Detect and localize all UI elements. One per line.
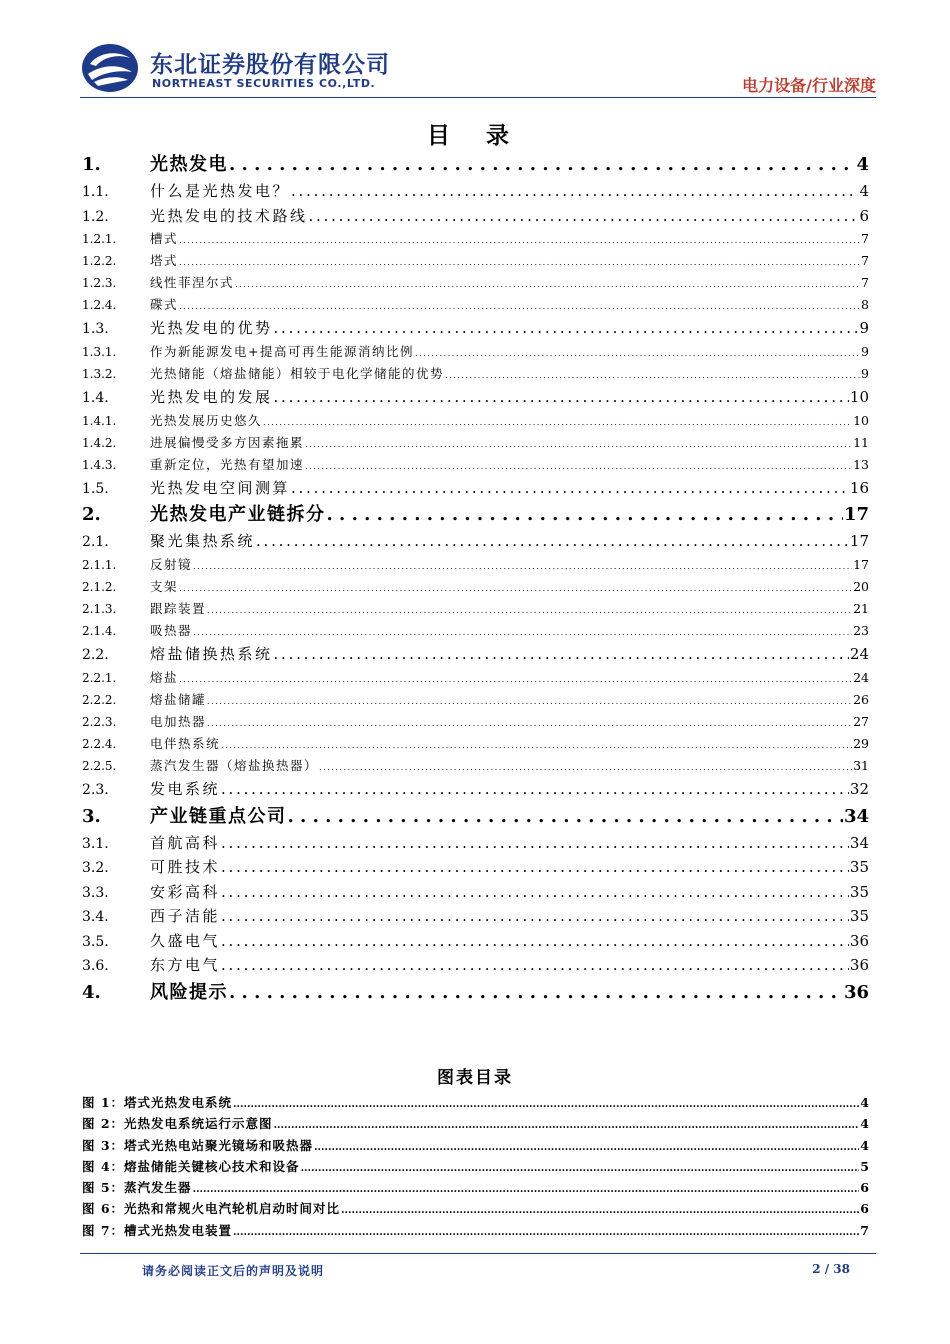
toc-leader-dots	[291, 476, 849, 501]
toc-entry-title: 光热发电空间测算	[150, 478, 291, 497]
toc-leader-dots	[256, 529, 849, 554]
northeast-securities-logo-icon	[80, 42, 140, 94]
toc-leader-dots	[221, 777, 849, 802]
figure-entry-label: 图 6：光热和常规火电汽轮机启动时间对比	[82, 1201, 341, 1217]
toc-entry-title: 光热发展历史悠久	[150, 412, 263, 428]
toc-leader-dots	[319, 755, 852, 777]
toc-entry-page: 16	[849, 478, 869, 497]
toc-entry-page: 17	[843, 504, 869, 526]
toc-entry-title: 熔盐	[150, 669, 179, 685]
toc-leader-dots	[305, 454, 852, 476]
toc-entry[interactable]	[82, 150, 869, 179]
toc-entry-page: 17	[853, 556, 869, 572]
toc-entry-number: 1.	[82, 154, 101, 175]
toc-leader-dots	[193, 554, 852, 576]
toc-entry[interactable]	[82, 454, 869, 476]
toc-entry-title: 光热发电的优势	[150, 319, 273, 338]
toc-entry-title: 东方电气	[150, 956, 221, 975]
figure-entry[interactable]	[82, 1156, 869, 1177]
toc-entry-title: 塔式	[150, 253, 179, 269]
toc-leader-dots	[207, 598, 852, 620]
toc-entry-page: 36	[849, 956, 869, 975]
toc-leader-dots	[221, 904, 849, 929]
toc-entry-page: 9	[859, 319, 869, 338]
toc-entry-number: 1.2.2.	[82, 254, 117, 269]
toc-entry-title: 重新定位，光热有望加速	[150, 456, 305, 472]
toc-entry-page: 32	[849, 780, 869, 799]
toc-entry[interactable]	[82, 855, 869, 880]
toc-entry-number: 1.2.3.	[82, 276, 117, 291]
figure-entry-page: 7	[860, 1222, 869, 1238]
toc-leader-dots	[229, 150, 855, 179]
toc-entry[interactable]	[82, 316, 869, 341]
header-divider	[80, 97, 876, 98]
figure-entry-label: 图 4：熔盐储能关键核心技术和设备	[82, 1158, 300, 1174]
toc-entry-page: 20	[853, 578, 869, 594]
toc-entry-number: 2.	[82, 504, 101, 526]
toc-entry-title: 槽式	[150, 231, 179, 246]
toc-entry-title: 发电系统	[150, 780, 221, 799]
toc-leader-dots	[445, 363, 860, 385]
toc-entry[interactable]	[82, 500, 869, 529]
figure-leader-dots	[193, 1177, 860, 1198]
toc-entry[interactable]	[82, 667, 869, 689]
toc-entry-number: 2.3.	[82, 782, 109, 799]
toc-entry-title: 什么是光热发电？	[150, 182, 291, 200]
figure-entry-page: 6	[860, 1201, 869, 1217]
toc-entry[interactable]	[82, 904, 869, 929]
toc-leader-dots	[291, 179, 858, 204]
toc-entry-title: 产业链重点公司	[150, 805, 287, 827]
figure-leader-dots	[274, 1113, 860, 1134]
toc-entry-number: 2.2.	[82, 647, 109, 664]
toc-entry[interactable]	[82, 294, 869, 316]
toc-entry-number: 1.1.	[82, 184, 109, 200]
toc-entry-number: 2.1.1.	[82, 557, 117, 572]
toc-entry-page: 17	[849, 532, 869, 551]
toc-entry-number: 4.	[82, 981, 101, 1003]
toc-entry[interactable]	[82, 755, 869, 777]
toc-entry-number: 3.1.	[82, 835, 109, 852]
toc-entry[interactable]	[82, 476, 869, 501]
toc-leader-dots	[207, 711, 852, 733]
toc-entry-page: 7	[861, 275, 869, 291]
toc-entry[interactable]	[82, 711, 869, 733]
toc-entry-number: 1.3.1.	[82, 344, 117, 359]
toc-leader-dots	[415, 341, 860, 363]
toc-entry-number: 1.3.	[82, 321, 109, 338]
toc-entry-number: 2.1.3.	[82, 602, 117, 617]
toc-entry[interactable]	[82, 978, 869, 1007]
toc-entry-number: 1.4.3.	[82, 457, 117, 472]
toc-entry-page: 29	[853, 736, 869, 751]
toc-entry-page: 27	[853, 713, 869, 729]
figure-entry-page: 4	[860, 1137, 869, 1153]
toc-entry[interactable]	[82, 363, 869, 385]
figure-entry[interactable]	[82, 1220, 869, 1241]
toc-entry-number: 2.1.2.	[82, 579, 117, 594]
toc-entry[interactable]	[82, 529, 869, 554]
toc-entry-title: 首航高科	[150, 833, 221, 852]
toc-entry[interactable]	[82, 733, 869, 755]
toc-entry-page: 35	[849, 882, 869, 901]
toc-leader-dots	[179, 250, 860, 272]
figure-leader-dots	[341, 1198, 859, 1219]
toc-entry[interactable]	[82, 620, 869, 642]
figure-entry-page: 4	[860, 1095, 869, 1110]
toc-entry[interactable]	[82, 204, 869, 229]
toc-entry-title: 吸热器	[150, 623, 193, 639]
toc-leader-dots	[221, 880, 849, 905]
toc-entry[interactable]	[82, 642, 869, 667]
toc-entry-page: 9	[861, 343, 869, 359]
toc-entry-title: 久盛电气	[150, 931, 221, 950]
toc-entry-title: 跟踪装置	[150, 601, 207, 617]
toc-entry-number: 3.5.	[82, 933, 109, 950]
toc-entry-number: 1.2.	[82, 208, 109, 225]
toc-entry[interactable]	[82, 598, 869, 620]
toc-entry-page: 10	[853, 412, 869, 428]
figure-entry-page: 5	[860, 1158, 869, 1174]
toc-entry-number: 1.4.2.	[82, 435, 117, 450]
toc-entry-page: 36	[849, 931, 869, 950]
toc-entry[interactable]	[82, 385, 869, 410]
toc-entry-title: 光热发电的技术路线	[150, 206, 308, 225]
toc-entry[interactable]	[82, 228, 869, 250]
toc-entry[interactable]	[82, 880, 869, 905]
toc-entry-number: 2.2.4.	[82, 737, 117, 751]
toc-leader-dots	[207, 689, 852, 711]
figure-entry[interactable]	[82, 1135, 869, 1156]
figure-leader-dots	[233, 1092, 859, 1113]
figure-entry-label: 图 2：光热发电系统运行示意图	[82, 1116, 273, 1132]
toc-entry-number: 1.2.4.	[82, 298, 117, 313]
toc-leader-dots	[221, 733, 852, 755]
toc-entry-number: 3.2.	[82, 860, 109, 877]
figure-entry-page: 6	[860, 1180, 869, 1196]
toc-entry-title: 作为新能源发电+提高可再生能源消纳比例	[150, 343, 414, 359]
toc-entry-title: 安彩高科	[150, 882, 221, 901]
figure-entry[interactable]	[82, 1177, 869, 1198]
toc-entry-number: 1.4.1.	[82, 413, 117, 428]
table-of-contents	[82, 150, 869, 1007]
toc-leader-dots	[274, 642, 849, 667]
company-name-cn: 东北证券股份有限公司	[150, 52, 390, 78]
toc-entry-number: 2.2.5.	[82, 759, 117, 774]
toc-leader-dots	[179, 667, 852, 689]
toc-entry[interactable]	[82, 179, 869, 204]
toc-entry[interactable]	[82, 341, 869, 363]
toc-entry-title: 光热储能（熔盐储能）相较于电化学储能的优势	[150, 365, 445, 381]
toc-entry-number: 1.5.	[82, 480, 109, 497]
toc-entry-title: 光热发电	[150, 154, 228, 175]
toc-entry[interactable]	[82, 929, 869, 954]
toc-entry-title: 进展偏慢受多方因素拖累	[150, 434, 305, 450]
toc-leader-dots	[305, 432, 852, 454]
toc-entry-title: 风险提示	[150, 981, 228, 1003]
toc-entry-page: 10	[849, 388, 869, 407]
toc-entry[interactable]	[82, 689, 869, 711]
toc-entry-title: 碟式	[150, 297, 179, 313]
toc-title: 目 录	[426, 123, 523, 149]
toc-entry-title: 光热发电产业链拆分	[150, 504, 326, 526]
figure-entry[interactable]	[82, 1092, 869, 1113]
toc-entry-title: 熔盐储罐	[150, 691, 207, 707]
figure-entry[interactable]	[82, 1198, 869, 1219]
figure-entry-page: 4	[860, 1116, 869, 1132]
figure-list-title: 图表目录	[437, 1068, 513, 1088]
toc-entry-number: 2.2.3.	[82, 714, 117, 729]
toc-entry-number: 2.1.4.	[82, 624, 117, 639]
toc-entry-number: 3.6.	[82, 958, 109, 975]
toc-entry-page: 4	[856, 154, 869, 175]
toc-entry-page: 24	[853, 669, 869, 685]
toc-entry-title: 熔盐储换热系统	[150, 645, 273, 664]
toc-entry[interactable]	[82, 410, 869, 432]
toc-entry-title: 反射镜	[150, 556, 193, 572]
toc-entry-title: 电伴热系统	[150, 736, 221, 751]
toc-entry-number: 3.	[82, 805, 101, 827]
toc-leader-dots	[221, 929, 849, 954]
toc-entry-number: 2.2.2.	[82, 692, 117, 707]
toc-entry-title: 线性菲涅尔式	[150, 275, 235, 291]
toc-leader-dots	[179, 576, 852, 598]
figure-entry-label: 图 3：塔式光热电站聚光镜场和吸热器	[82, 1137, 314, 1153]
toc-entry[interactable]	[82, 272, 869, 294]
toc-entry-page: 7	[861, 231, 869, 246]
toc-entry-number: 3.3.	[82, 884, 109, 901]
toc-leader-dots	[221, 831, 849, 856]
toc-entry[interactable]	[82, 250, 869, 272]
toc-entry-title: 光热发电的发展	[150, 388, 273, 407]
toc-entry-number: 1.2.1.	[82, 232, 117, 246]
company-name-en: NORTHEAST SECURITIES CO.,LTD.	[152, 77, 376, 90]
toc-entry-page: 31	[853, 758, 869, 774]
toc-entry[interactable]	[82, 554, 869, 576]
toc-entry[interactable]	[82, 777, 869, 802]
toc-leader-dots	[327, 500, 843, 529]
toc-entry-page: 4	[859, 182, 869, 200]
toc-entry-page: 13	[853, 456, 869, 472]
toc-entry-number: 1.4.	[82, 390, 109, 407]
toc-entry-title: 聚光集热系统	[150, 532, 256, 551]
toc-entry-page: 7	[861, 253, 869, 269]
toc-entry-page: 6	[859, 206, 869, 225]
toc-entry-number: 2.1.	[82, 534, 109, 551]
toc-entry-page: 34	[843, 805, 869, 827]
footer-divider	[80, 1253, 876, 1254]
toc-entry[interactable]	[82, 432, 869, 454]
toc-entry[interactable]	[82, 953, 869, 978]
toc-entry-page: 23	[853, 623, 869, 639]
toc-entry-page: 24	[849, 645, 869, 664]
toc-entry[interactable]	[82, 576, 869, 598]
toc-leader-dots	[288, 802, 843, 831]
toc-entry-page: 8	[861, 297, 869, 313]
footer-disclaimer: 请务必阅读正文后的声明及说明	[142, 1264, 325, 1278]
toc-leader-dots	[193, 620, 852, 642]
toc-entry-page: 35	[849, 858, 869, 877]
figure-entry-label: 图 1：塔式光热发电系统	[82, 1095, 233, 1110]
toc-entry-page: 34	[849, 833, 869, 852]
toc-entry-title: 电加热器	[150, 713, 207, 729]
toc-entry-page: 11	[853, 434, 869, 450]
figure-leader-dots	[233, 1220, 859, 1241]
toc-leader-dots	[235, 272, 860, 294]
toc-entry-page: 9	[861, 365, 869, 381]
toc-entry-number: 2.2.1.	[82, 670, 117, 685]
toc-leader-dots	[221, 855, 849, 880]
figure-entry-label: 图 7：槽式光热发电装置	[82, 1222, 233, 1238]
toc-entry-page: 36	[843, 981, 869, 1003]
toc-leader-dots	[263, 410, 852, 432]
toc-entry-title: 可胜技术	[150, 858, 221, 877]
figure-leader-dots	[314, 1135, 859, 1156]
toc-leader-dots	[221, 953, 849, 978]
toc-entry[interactable]	[82, 831, 869, 856]
figure-entry-label: 图 5：蒸汽发生器	[82, 1180, 192, 1196]
toc-entry[interactable]	[82, 802, 869, 831]
toc-leader-dots	[274, 316, 859, 341]
toc-leader-dots	[274, 385, 849, 410]
toc-entry-number: 1.3.2.	[82, 366, 117, 381]
figure-list	[82, 1092, 869, 1241]
toc-entry-page: 35	[849, 907, 869, 926]
toc-entry-title: 支架	[150, 578, 179, 594]
toc-leader-dots	[309, 204, 859, 229]
toc-entry-page: 26	[853, 691, 869, 707]
toc-leader-dots	[229, 978, 843, 1007]
toc-leader-dots	[179, 294, 860, 316]
toc-entry-page: 21	[853, 601, 869, 617]
toc-entry-number: 3.4.	[82, 909, 109, 926]
figure-entry[interactable]	[82, 1113, 869, 1134]
toc-leader-dots	[179, 228, 860, 250]
report-category: 电力设备/行业深度	[742, 76, 876, 95]
figure-leader-dots	[301, 1156, 860, 1177]
page-indicator: 2 / 38	[812, 1262, 850, 1276]
toc-entry-title: 西子洁能	[150, 907, 221, 926]
toc-entry-title: 蒸汽发生器（熔盐换热器）	[150, 758, 319, 774]
page-header	[80, 40, 876, 98]
